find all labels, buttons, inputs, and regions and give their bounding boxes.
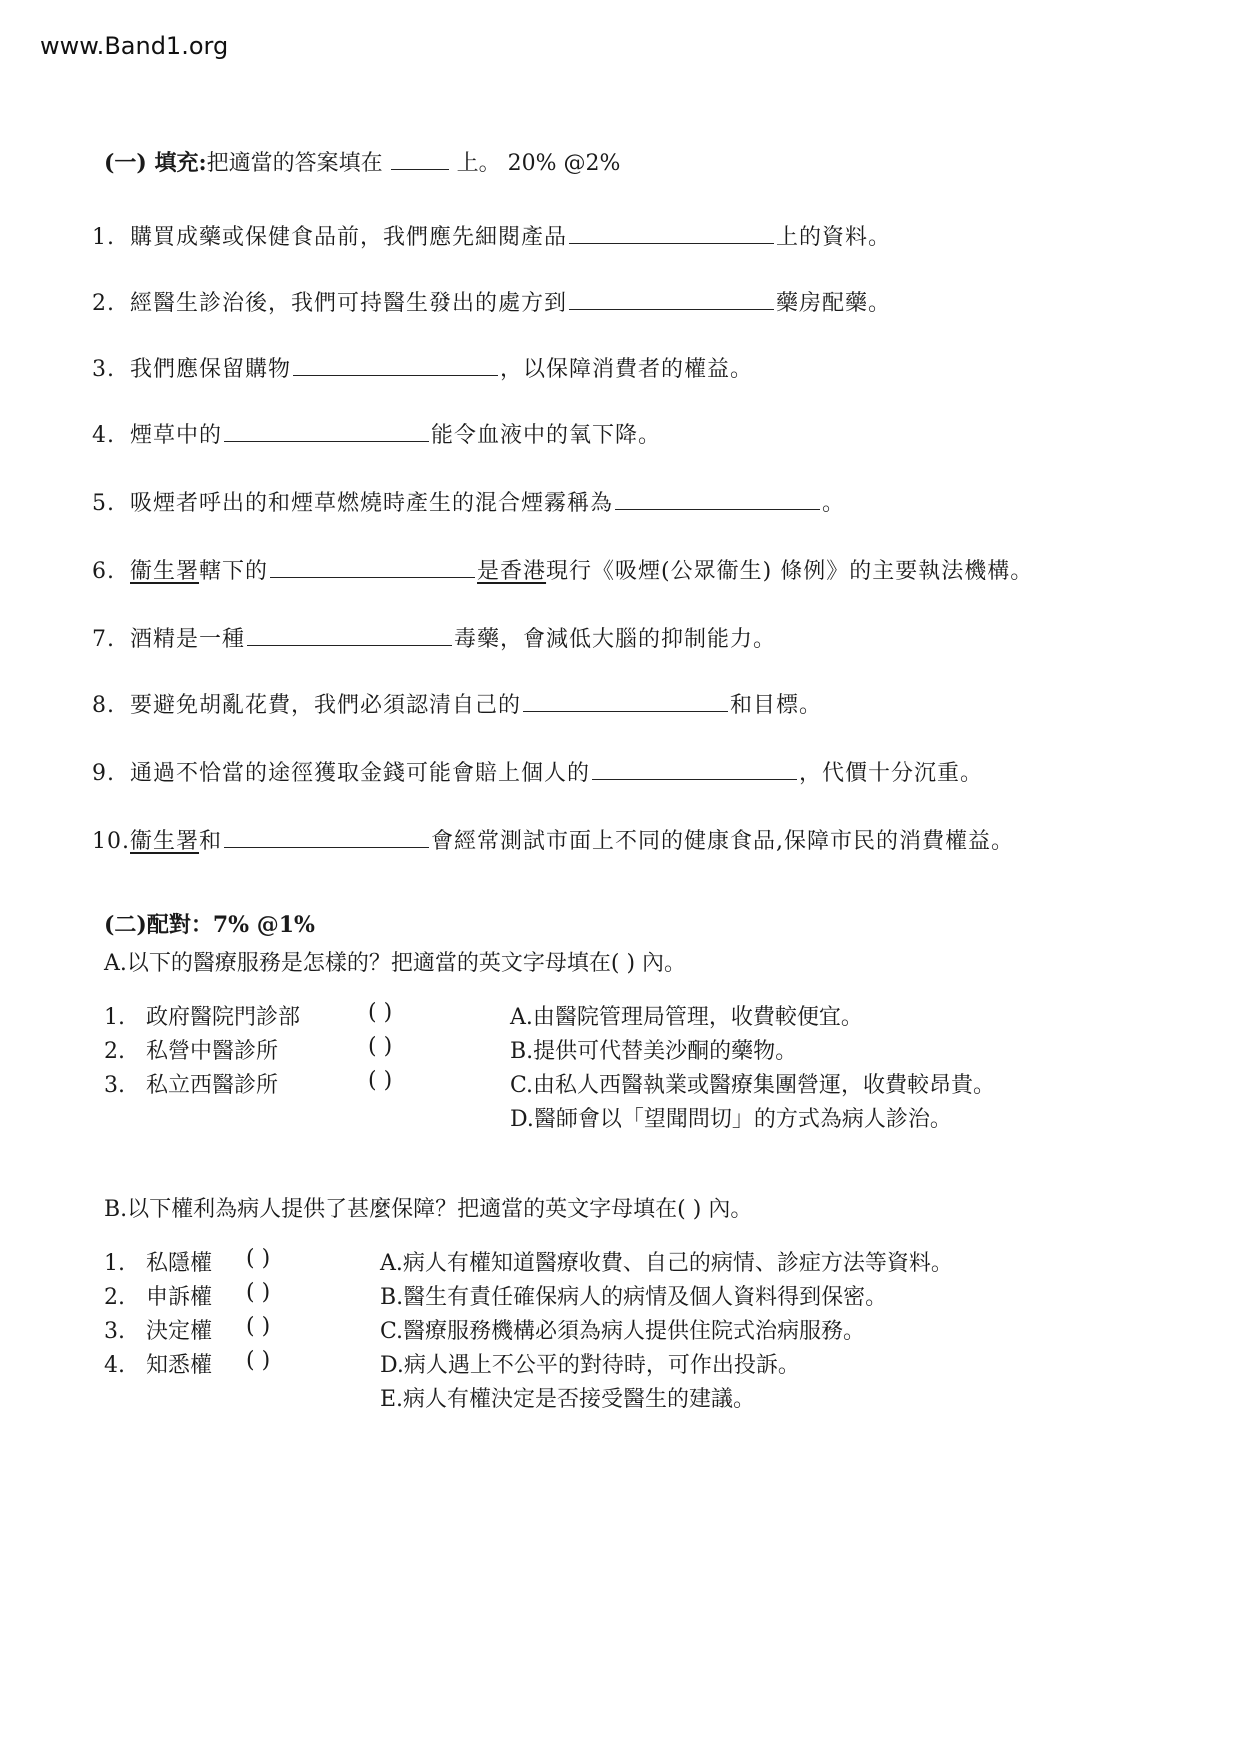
part-a-answer-1[interactable]: ( ) [368,1000,393,1025]
right-name: 決定權 [146,1319,213,1344]
part-a-option-d: D.醫師會以「望聞問切」的方式為病人診治。 [510,1107,952,1132]
item-number: 3. [104,1319,125,1344]
answer-blank-8[interactable] [523,691,728,712]
fill-item-10 [92,824,1014,855]
part-b-instruction: B.以下權利為病人提供了甚麼保障？把適當的英文字母填在( ) 內。 [104,1197,753,1222]
answer-blank-10[interactable] [224,827,429,848]
part-b-answer-3[interactable]: ( ) [246,1314,271,1339]
item-text-after: ，以保障消費者的權益。 [500,357,754,382]
fill-item-3 [92,352,753,383]
part-a-answer-2[interactable]: ( ) [368,1034,393,1059]
item-text-after: 上的資料。 [776,225,892,250]
answer-blank-5[interactable] [615,489,820,510]
part-b-left-item-1 [104,1246,212,1277]
item-text-before: 購買成藥或保健食品前，我們應先細閱產品 [130,225,568,250]
item-number: 1. [104,1251,125,1276]
service-name: 私營中醫診所 [146,1039,279,1064]
item-text-before: 通過不恰當的途徑獲取金錢可能會賠上個人的 [130,761,591,786]
answer-blank-6[interactable] [270,557,475,578]
part-a-instruction: A.以下的醫療服務是怎樣的？把適當的英文字母填在( ) 內。 [104,951,687,976]
item-text-before: 我們應保留購物 [130,357,292,382]
item-text-after: 藥房配藥。 [776,291,892,316]
item-number: 4. [92,423,115,448]
part-a-option-a: A.由醫院管理局管理，收費較便宜。 [510,1005,863,1030]
part-b-option-b: B.醫生有責任確保病人的病情及個人資料得到保密。 [380,1285,888,1310]
part-a-left-item-1 [104,1000,300,1031]
part-a-option-b: B.提供可代替美沙酮的藥物。 [510,1039,798,1064]
item-text-before: 和 [199,829,223,854]
section-1-instruction-before: 把適當的答案填在 [206,151,383,176]
item-text-before: 轄下的 [199,559,269,584]
answer-blank-1[interactable] [569,223,774,244]
part-a-left-item-3 [104,1068,278,1099]
section-1-instruction-after: 上。 20% @2% [456,151,621,176]
part-b-left-item-3 [104,1314,212,1345]
item-number: 2. [92,291,115,316]
answer-blank-2[interactable] [569,289,774,310]
part-b-answer-1[interactable]: ( ) [246,1246,271,1271]
item-number: 8. [92,693,115,718]
instruction-blank [391,151,449,170]
item-text-after: 會經常測試市面上不同的健康食品,保障市民的消費權益。 [431,829,1015,854]
item-number: 9. [92,761,115,786]
part-b-left-item-2 [104,1280,212,1311]
item-number: 5. [92,491,115,516]
item-number: 2. [104,1039,125,1064]
answer-blank-7[interactable] [247,625,452,646]
part-b-option-a: A.病人有權知道醫療收費、自己的病情、診症方法等資料。 [380,1251,953,1276]
item-text-after: 。 [822,491,846,516]
part-b-left-item-4 [104,1348,212,1379]
item-text-after: 能令血液中的氧下降。 [431,423,662,448]
item-number: 6. [92,559,115,584]
underlined-org-name: 衞生署 [130,829,200,854]
underlined-place-name: 是香港 [477,559,547,584]
item-number: 4. [104,1353,125,1378]
item-text-before: 經醫生診治後，我們可持醫生發出的處方到 [130,291,568,316]
part-b-option-d: D.病人遇上不公平的對待時，可作出投訴。 [380,1353,800,1378]
item-text-before: 煙草中的 [130,423,223,448]
underlined-org-name: 衞生署 [130,559,200,584]
item-number: 1. [92,225,115,250]
answer-blank-4[interactable] [224,421,429,442]
item-text-after: 和目標。 [730,693,823,718]
part-b-answer-4[interactable]: ( ) [246,1348,271,1373]
item-number: 3. [92,357,115,382]
item-number: 2. [104,1285,125,1310]
item-number: 1. [104,1005,125,1030]
fill-item-2 [92,286,891,317]
part-a-option-c: C.由私人西醫執業或醫療集團營運，收費較昂貴。 [510,1073,996,1098]
right-name: 知悉權 [146,1353,213,1378]
fill-item-7 [92,622,776,653]
item-text-after: 現行《吸煙(公眾衞生) 條例》的主要執法機構。 [546,559,1034,584]
item-text-after: 毒藥，會減低大腦的抑制能力。 [454,627,777,652]
item-number: 10. [92,829,130,854]
right-name: 申訴權 [146,1285,213,1310]
fill-item-1 [92,220,891,251]
fill-item-8 [92,688,822,719]
part-b-option-e: E.病人有權決定是否接受醫生的建議。 [380,1387,756,1412]
item-text-before: 吸煙者呼出的和煙草燃燒時產生的混合煙霧稱為 [130,491,614,516]
part-b-option-c: C.醫療服務機構必須為病人提供住院式治病服務。 [380,1319,866,1344]
right-name: 私隱權 [146,1251,213,1276]
item-number: 3. [104,1073,125,1098]
item-number: 7. [92,627,115,652]
part-b-answer-2[interactable]: ( ) [246,1280,271,1305]
item-text-before: 要避免胡亂花費，我們必須認清自己的 [130,693,522,718]
section-1-heading: (一) 填充: [104,150,207,176]
section-2-title: (二)配對：7% @1% [104,912,315,938]
site-watermark: www.Band1.org [40,32,229,60]
fill-item-9 [92,756,983,787]
service-name: 政府醫院門診部 [146,1005,301,1030]
fill-item-4 [92,418,661,449]
part-a-answer-3[interactable]: ( ) [368,1068,393,1093]
part-a-left-item-2 [104,1034,278,1065]
section-1-title [104,146,620,177]
item-text-after: ，代價十分沉重。 [799,761,984,786]
fill-item-6 [92,554,1033,585]
answer-blank-9[interactable] [592,759,797,780]
fill-item-5 [92,486,845,517]
service-name: 私立西醫診所 [146,1073,279,1098]
answer-blank-3[interactable] [293,355,498,376]
item-text-before: 酒精是一種 [130,627,246,652]
